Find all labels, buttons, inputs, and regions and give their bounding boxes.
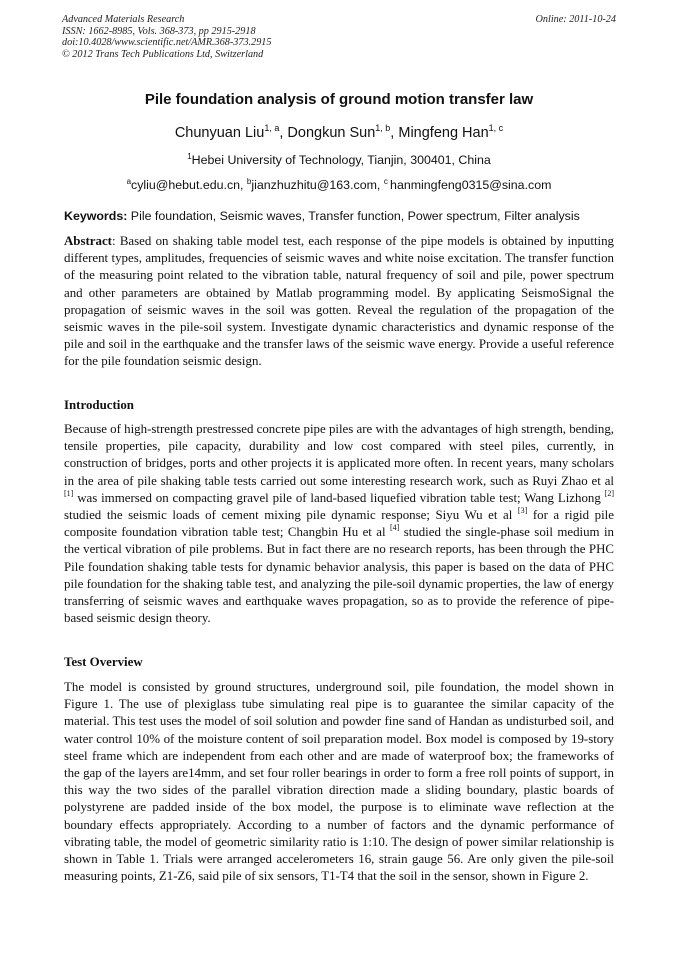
affiliation: [0, 153, 678, 168]
author-name: Chunyuan Liu: [174, 125, 265, 141]
abstract-paragraph: [64, 233, 614, 371]
introduction-heading: Introduction: [64, 398, 134, 412]
author-name: Dongkun Sun: [287, 125, 376, 141]
citation-3: [3]: [517, 506, 528, 516]
keywords-label: Keywords:: [64, 209, 128, 223]
citation-1: [1]: [64, 488, 74, 498]
journal-name: Advanced Materials Research: [62, 14, 185, 25]
keywords-text: Pile foundation, Seismic waves, Transfer function, Power spectrum, Filter analysis: [127, 209, 580, 223]
email-address: cyliu@hebut.edu.cn,: [131, 178, 247, 192]
intro-text: studied the single-phase soil medium in the vertical vibration of pile problems. But in fact there are no research reports, has been through the PHC Pile foundation shaking table tests for dynamic behavior analysis, this paper is based on the data of PHC pile foundation for the shaking table test, and analyzing the pile-soil dynamic properties, the law of energy transferring of seismic waves and earthquake waves propagation, so as to provide the reference of pipe-based seismic design theory.: [64, 525, 614, 626]
intro-text: studied the seismic loads of cement mixing pile dynamic response; Siyu Wu et al: [64, 508, 518, 523]
author-list: [0, 124, 678, 142]
affiliation-text: Hebei University of Technology, Tianjin, 300401, China: [191, 153, 491, 167]
intro-text: for a rigid pile composite foundation vibration table test; Changbin Hu et al: [64, 508, 614, 540]
journal-issn: ISSN: 1662-8985, Vols. 368-373, pp 2915-2918: [62, 25, 256, 37]
citation-4: [4]: [389, 523, 400, 533]
affiliation-superscript: 1: [187, 152, 192, 161]
paper-title: Pile foundation analysis of ground motion transfer law: [144, 91, 534, 108]
author-name: Mingfeng Han: [398, 125, 489, 141]
email-list: [0, 178, 678, 193]
author-superscript: 1, c: [488, 123, 504, 133]
author-separator: ,: [279, 125, 288, 141]
author-separator: ,: [390, 125, 399, 141]
introduction-paragraph: [64, 421, 614, 627]
online-date: Online: 2011-10-24: [535, 14, 616, 25]
citation-2: [2]: [604, 488, 614, 498]
keywords: [64, 209, 619, 224]
email-superscript: b: [246, 177, 252, 186]
test-overview-paragraph: The model is consisted by ground structures, underground soil, pile foundation, the model shown in Figure 1. The use of plexiglass tube simulating real pipe is to guarantee the similar capacity of the material. This test uses the model of soil solution and powder fine sand of Handan as undisturbed soil, and water control 10% of the moisture content of soil preparation model. Box model is composed by 19-story steel frame which are independent from each other and are made of waterproof box; the frameworks of the gap of the layers are14mm, and set four roller bearings in order to form a free roll points of support, in this way the two sides of the parallel vibration direction made a sliding boundary, plastic boards of polystyrene are padded inside of the box model, the purpose is to eliminate wave reflection at the boundary effects appropriately. According to a number of factors and the dynamic performance of vibrating table, the model of geometric similarity ratio is 1:10. The design of power similar relationship is shown in Table 1. Trials were arranged accelerometers 16, strain gauge 56. Are only given the pile-soil measuring points, Z1-Z6, said pile of six sensors, T1-T4 that the soil in the sensor, shown in Figure 2.: [64, 680, 614, 884]
email-superscript: a: [126, 177, 132, 186]
author-superscript: 1, b: [375, 123, 391, 133]
email-address: jianzhuzhitu@163.com,: [251, 178, 384, 192]
email-superscript: c: [383, 177, 391, 186]
test-overview-heading: Test Overview: [64, 655, 143, 669]
intro-text: was immersed on compacting gravel pile of land-based liquefied vibration table test; Wang Lizhong: [73, 490, 605, 505]
journal-copyright: © 2012 Trans Tech Publications Ltd, Switzerland: [62, 48, 264, 60]
intro-text: Because of high-strength prestressed concrete pipe piles are with the advantages of high strength, bending, tensile properties, pile capacity, durability and low cost compared with steel piles, currently, in construction of bridges, ports and other projects it is applicated more often. In recent years, many scholars in the area of pile shaking table tests carried out some interesting research work, such as Ruyi Zhao et al: [64, 422, 614, 488]
author-superscript: 1, a: [264, 123, 280, 133]
journal-header: [62, 14, 616, 60]
journal-doi: doi:10.4028/www.scientific.net/AMR.368-373.2915: [62, 37, 272, 49]
email-address: hanmingfeng0315@sina.com: [390, 178, 552, 192]
abstract-text: : Based on shaking table model test, each response of the pipe models is obtained by inputting different types, amplitudes, frequencies of seismic waves and white noise excitation. The transfer function of the measuring point related to the vibration table, natural frequency of soil and pile, power spectrum and other parameters are obtained by Matlab programming model. By applicating SeismoSignal the propagation of seismic waves in the soil was gotten. Reveal the regulation of the propagation of the seismic waves in the pile-soil system. Investigate dynamic characteristics and dynamic response of the pile and soil in the earthquake and the transfer laws of the seismic wave energy. Provide a useful reference for the pile foundation seismic design.: [64, 234, 614, 369]
abstract-label: Abstract: [64, 234, 112, 248]
